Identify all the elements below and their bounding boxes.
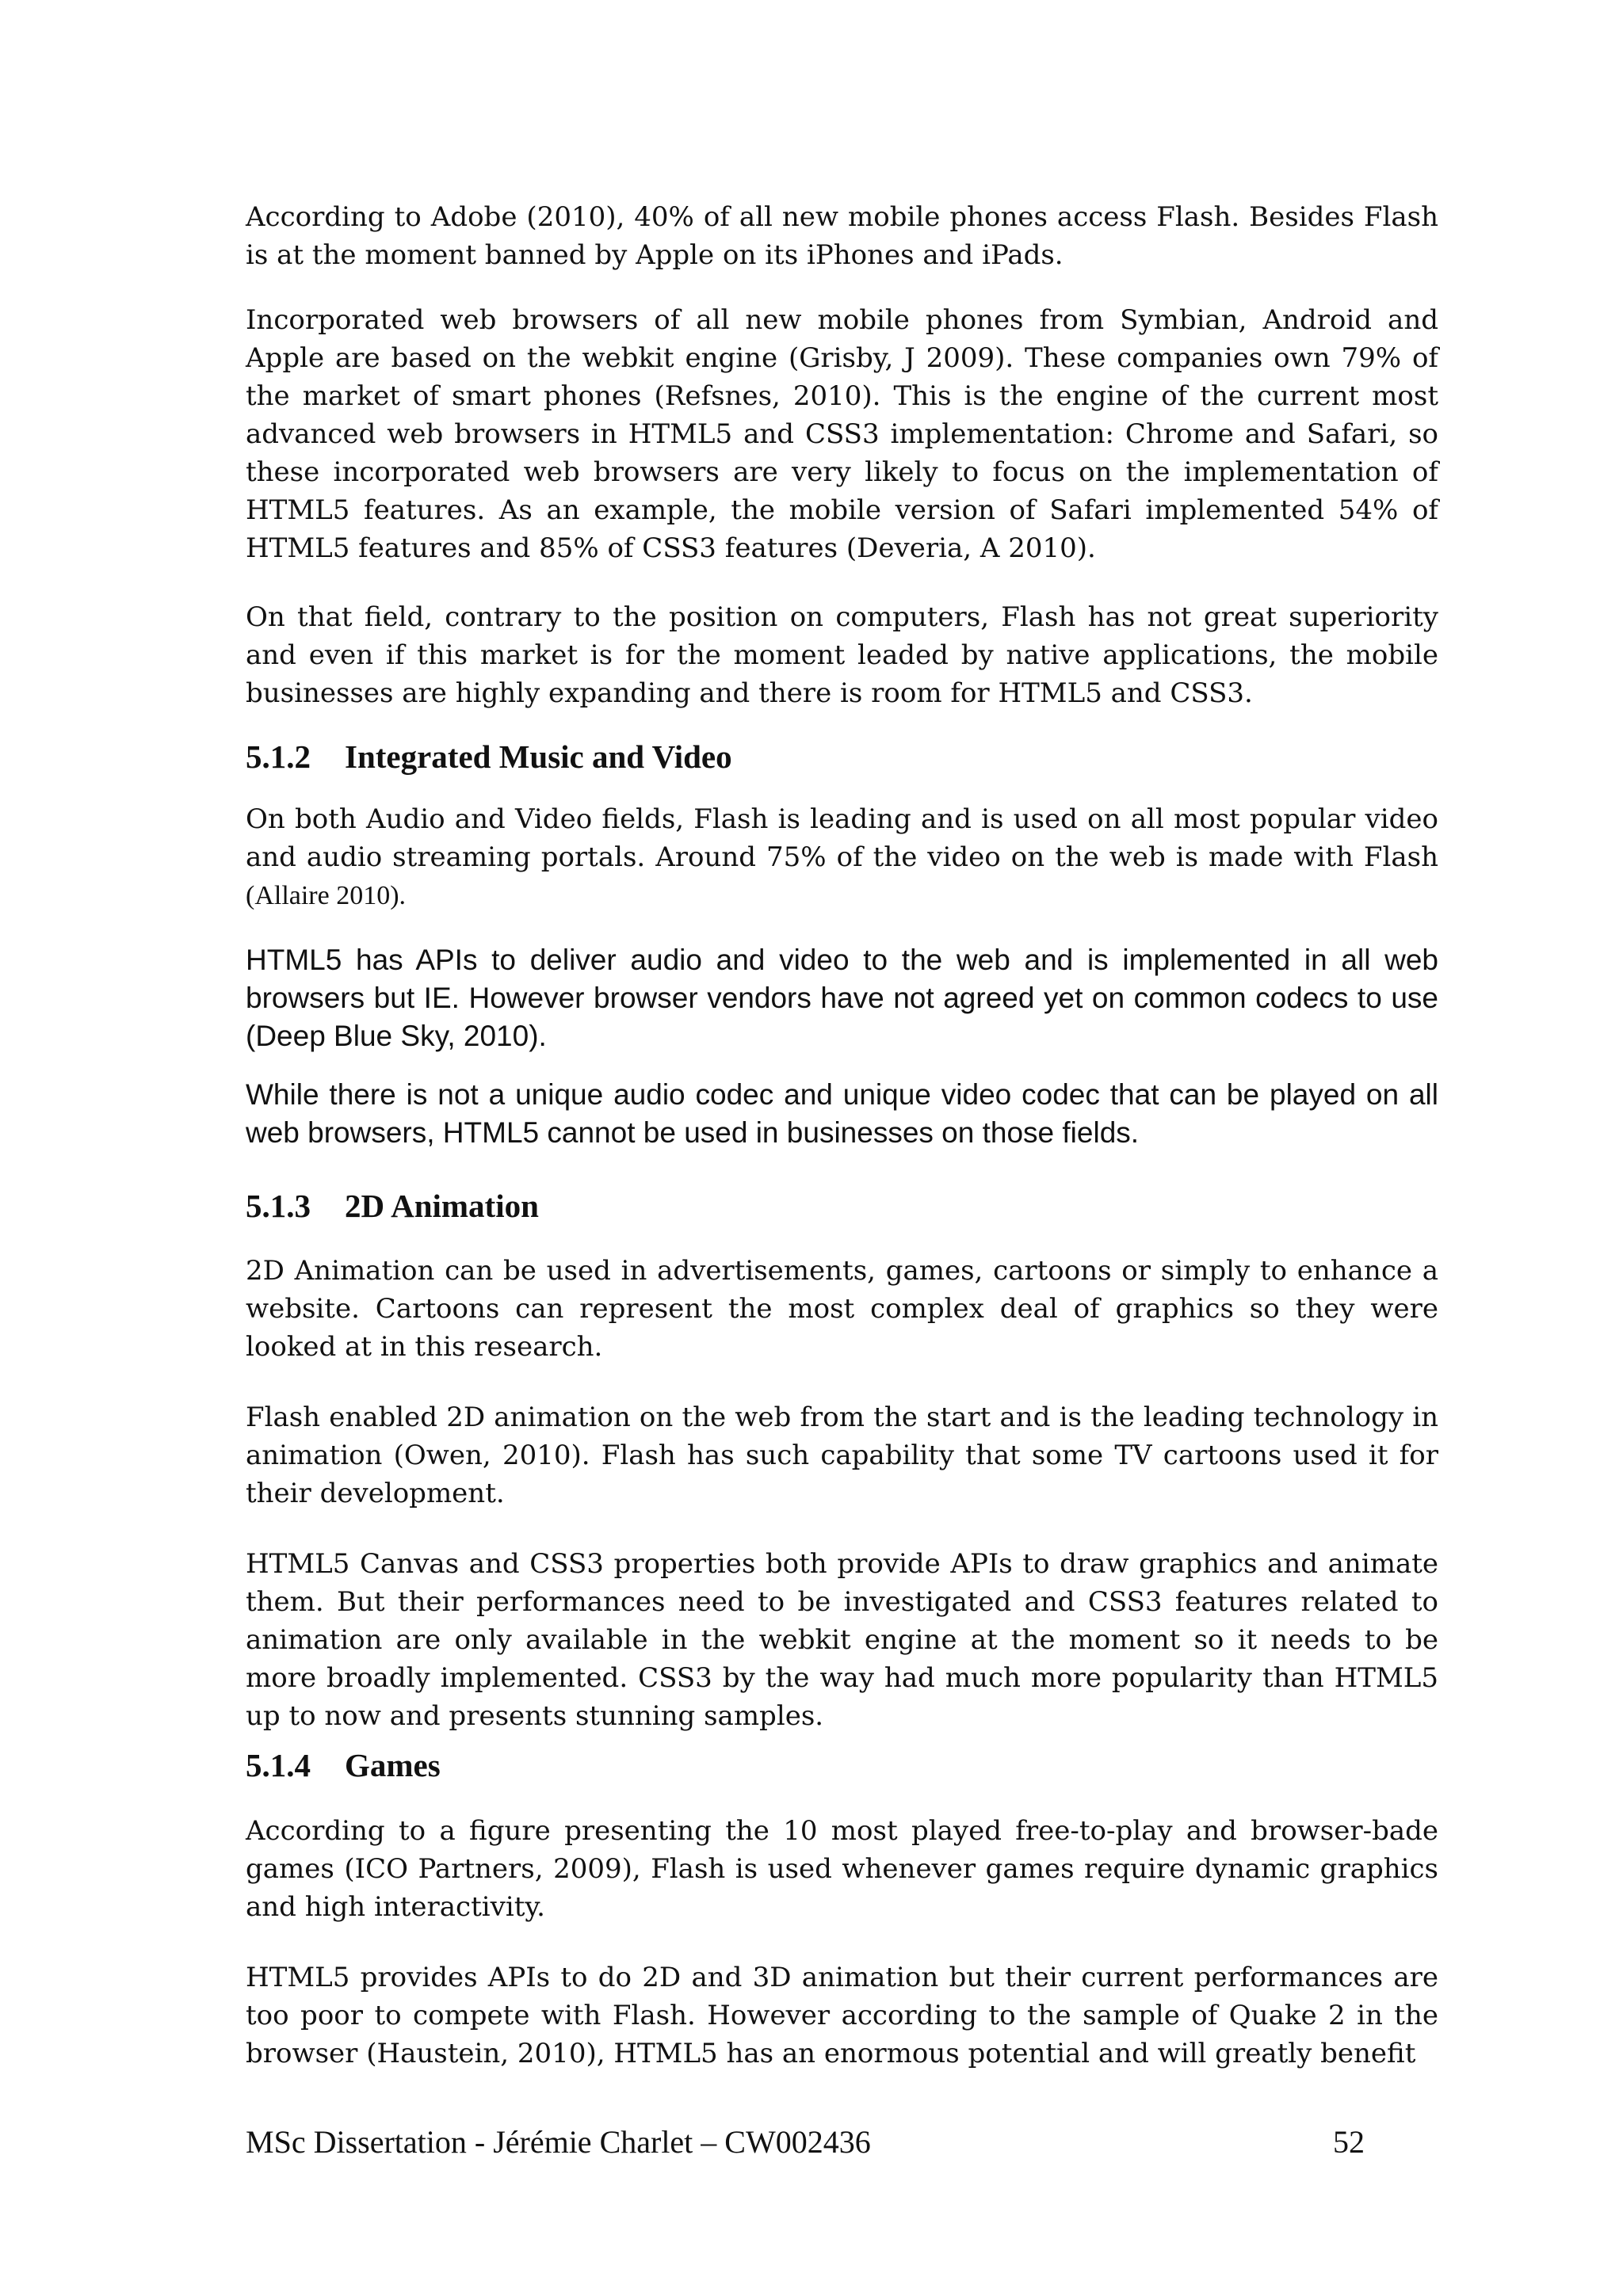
section-number: 5.1.4 [246, 1747, 311, 1783]
paragraph-flash-animation: Flash enabled 2D animation on the web from the start and is the leading technology in animation (Owen, 2010). Flash has such capability that some TV cartoons used it for their development. [246, 1402, 1438, 1509]
section-title: Integrated Music and Video [345, 738, 732, 775]
paragraph-adobe-flash-mobile: According to Adobe (2010), 40% of all new mobile phones access Flash. Besides Flash is at the moment banned by Apple on its iPhones and iPads. [246, 201, 1438, 271]
section-heading-5-1-3 [246, 1186, 539, 1226]
page-number: 52 [1333, 2124, 1365, 2160]
paragraph-canvas-css3: HTML5 Canvas and CSS3 properties both provide APIs to draw graphics and animate them. But their performances need to be investigated and CSS3 features related to animation are only available in the webkit engine at the moment so it needs to be more broadly implemented. CSS3 by the way had much more popularity than HTML5 up to now and presents stunning samples. [246, 1548, 1438, 1732]
footer-title: MSc Dissertation - Jérémie Charlet – CW002436 [246, 2124, 871, 2160]
section-number: 5.1.3 [246, 1188, 311, 1224]
paragraph-webkit-mobile: Incorporated web browsers of all new mobile phones from Symbian, Android and Apple are based on the webkit engine (Grisby, J 2009). These companies own 79% of the market of smart phones (Refsnes, 2010). This is the engine of the current most advanced web browsers in HTML5 and CSS3 implementation: Chrome and Safari, so these incorporated web browsers are very likely to focus on the implementation of HTML5 features. As an example, the mobile version of Safari implemented 54% of HTML5 features and 85% of CSS3 features (Deveria, A 2010). [246, 304, 1438, 564]
section-title: 2D Animation [345, 1188, 539, 1224]
paragraph-html5-audio-video-apis: HTML5 has APIs to deliver audio and video to the web and is implemented in all web browsers but IE. However browser vendors have not agreed yet on common codecs to use (Deep Blue Sky, 2010). [246, 944, 1438, 1052]
citation-allaire: (Allaire 2010). [246, 881, 407, 910]
paragraph-mobile-market: On that field, contrary to the position on computers, Flash has not great superiority and even if this market is for the moment leaded by native applications, the mobile businesses are highly expanding and there is room for HTML5 and CSS3. [246, 601, 1438, 709]
paragraph-2d-animation: 2D Animation can be used in advertisements, games, cartoons or simply to enhance a website. Cartoons can represent the most complex deal of graphics so they were looked at in this research. [246, 1255, 1438, 1363]
paragraph-audio-video [246, 800, 1438, 915]
section-title: Games [345, 1747, 441, 1783]
paragraph-codecs: While there is not a unique audio codec and unique video codec that can be played on all web browsers, HTML5 cannot be used in businesses on those fields. [246, 1078, 1438, 1149]
paragraph-text: On both Audio and Video fields, Flash is leading and is used on all most popular video and audio streaming portals. Around 75% of the video on the web is made with Flash [246, 803, 1438, 873]
section-heading-5-1-2 [246, 737, 732, 776]
paragraph-html5-games: HTML5 provides APIs to do 2D and 3D animation but their current performances are too poor to compete with Flash. However according to the sample of Quake 2 in the browser (Haustein, 2010), HTML5 has an enormous potential and will greatly benefit [246, 1962, 1438, 2069]
paragraph-games-flash: According to a figure presenting the 10 most played free-to-play and browser-bade games (ICO Partners, 2009), Flash is used whenever games require dynamic graphics and high interactivity. [246, 1815, 1438, 1923]
section-heading-5-1-4 [246, 1745, 441, 1785]
section-number: 5.1.2 [246, 738, 311, 775]
